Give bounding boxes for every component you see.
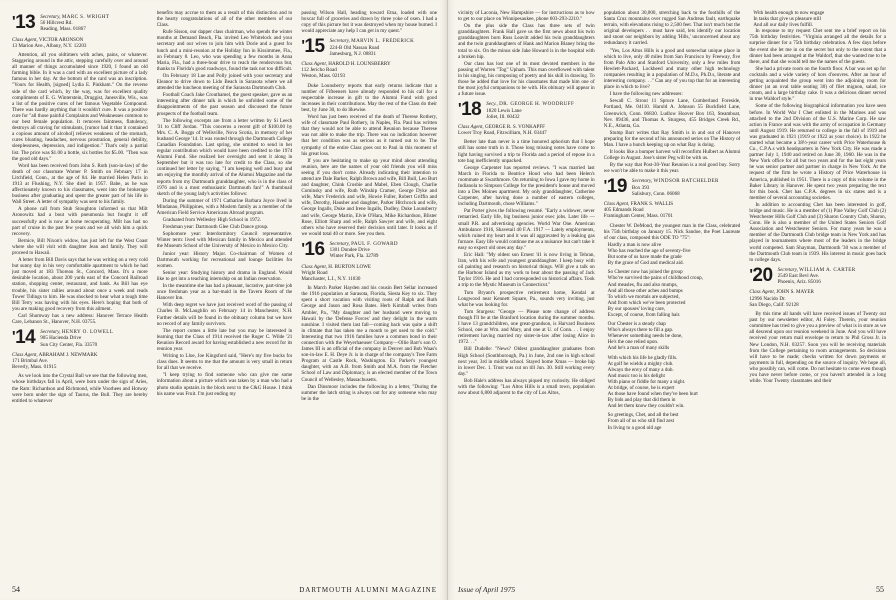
class-header-14: '14 Secretary, HENRY O. LOWELL 905 Hacienda Drive Sun City Center, Fla. 33570 [12,327,114,349]
paragraph: In addition to accounting Chet has been interested in golf, bridge and music. He is a member of (1) Pine Valley Golf Club (2) Westchester Hills Golf Club and (3) Sharon Country Club, Sharon, Conn. He is also a member of the United States Seniors Golf Association and Westchester Seniors. For many years he was a member of the Dartmouth Club bridge team in New York and has played in tournaments where most of the leaders in the bridge world competed. Sam Shayman, Dartmouth '30 was a member of the Dartmouth Club team in 1939. His interest in music goes back to college days. [749,201,887,263]
class-agent: Class Agent, GEORGE R. S. VONKAPFF Lower Troy Road, Fitzwilliam, N.H. 03447 [458,123,547,137]
paragraph: In March Parker Hayden and his cousin Bert Sellar increased the 1916 population at Sarasota, Florida, Siesta Key to six. They spent a short vacation with visiting roots of Ralph and Ruth George and Jason and Rosa Bates. Herb Kimball writes from Ambler, Pa., "My daughter and her husband were moving to Hawaii by the 'Defense Forces' and they delight in the warm sunshine. I visited them last fall—coming back was quite a shift in climate that has taken me a month to get used to the cold." Interesting that two 1916 families have a common bond in their connection with the Weyerhaeuser Company—Ollie Barr's son O. James III is an official of the company in Denver and Bob Waas's son-in-law E. H. Deye Jr. is in charge of the company's Tree Farm Program at Castle Rock, Washington. Ex Parker's youngest daughter, with an A.B. from Smith and M.A. from the Fletcher School of Law and Diplomacy, is an elected member of the Town Council of Wellesley, Massachusetts. [301,285,438,383]
class-year: '18 [458,99,482,121]
paragraph: Stump Barr writes that Ray Smith is in and out of Hanover preparing for the second of his announced series on The History of Man. I have a hunch keeping up on what Ray is doing. [603,129,741,148]
paragraph: Better late than never is a time honored aphorism that I hope still has some truth in it. Those long missing notes have come to light having survived a trip to Florida and a period of repose in a tote bag inefficiently unpacked. [458,139,595,164]
paragraph: The following excerpts are from a letter written by Si Leech '31 to Cliff Jordan. "This concerns a recent gift of $100.00 by Mrs. C. A. Boggs of Wellsville, Nova Scotia, in memory of her husband George '14. It was routed through the Dartmouth College Canadian Foundation. Last spring, she omitted to send in her regular contribution which would have been credited to the 1974 Alumni Fund. She realized her oversight and sent it along in September but it was too late for credit to the Class, so she continued her letter by saying, "I am keeping well and busy and am enjoying the monthly arrival of the Alumni Magazine and the reports from my Dartmouth granddaughter, who is in the class of 1976 and is a most enthusiastic Dartmouth fan!" A thumbnail sketch of the young lady's activities follows: [156,117,293,197]
poem-line: And all those other aches and bumps [607,287,683,294]
paragraph: vicinity of Laconia, New Hampshire — for instructions as to how to get to our place on Winnipesaukee, phone 603-293-2210." [458,10,595,23]
paragraph: Tom Sturgess: "George — Please note change of address though I'll be at the Branford location during the summer months. I have 13 grandchildren, one great-grandson, is Harvard Business School, one at Wm. and Mary, and one at U. of Conn. . . I enjoy retirement having married my sister-in-law after losing Alice in 1972. . ." [458,308,595,346]
paragraph: On February 18 Lue and Polly joined with your secretary and Eleanor to drive down to Lido Beach in Sarasota where we all attended the luncheon meeting of the Sarasota Dartmouth Club. [156,72,293,92]
paragraph: Senior year: Studying history and drama in England. Would like to get into a teaching internship on an Indian reservation. [156,269,293,282]
poem-line: By our spouses' loving care, [607,305,666,312]
paragraph: By the way that Post-30-Year Reunion is a real good buy. Sorry we won't be able to make it this year. [603,162,741,175]
poem-line: And music too is his delight [607,372,665,379]
right-col-3 [749,10,886,578]
poem-line: At golf he wields a mighty club. [607,360,674,367]
paragraph: If you are hesitating to make up your mind about attending reunion, here are the names of your old friends you will miss seeing if you don't come. Already indicating their intention to attend are Dale Barker, Ralph Brown and wife, Bill Bull, Leo Burt and daughter, Chink Crosbie and Mabel, Eben Clough, Charlie Cominsky and wife, Ruth Winship Cramer, George Dyke and wife, Marv Frederick and wife, Howie Fuller, Robert Griffin and wife, Dorothy, Hausher and daughter, Parker Hitchcock and wife, George Ingalls, Duke and Irene Ingalls, Dudley, Duke Lounsberry and wife, George Martin, Elvie O'Hara, Mike Richardson, Blister Rose, Elliott Sharp and wife, Ralph Sawyer and wife, and eight others who have reserved their decision until later. It looks as if we would total 40 or more. See you then. [301,157,438,237]
poem-line: Except, of course, from falling hair. [607,311,681,318]
class-agent: Class Agent, H. BURTON LOWE Wright Road Manchaster, L.I., N.Y. 11030 [301,263,372,282]
left-col-3 [301,10,437,578]
poem-line: At bridge, of course, he is expert [607,385,675,391]
paragraph: Word has just been received of the death of Therese Rothery, wife of classmate Paul Rothery, in Naples, Fla. Paul has written that they would not be able to attend Reunion because Therese was not able to make the trip. There was no indication however that her condition was as serious as it turned out to be. The sympathy of the entire Class goes out to Paul in this moment of his great loss. [301,114,438,157]
class-agent: Class Agent, ABRAHAM J. NEWMARK 171 Brimbal Ave. Beverly, Mass. 01915 [12,351,98,371]
paragraph: Rufe Sisson, our dapper class chairman, who spends the winter months at Demand Beach, Fla. invited Leo Whitelock and your secretary and our wives to join him with Dorie and a guest for lunch and a mini-reunion at the Holiday Inn in Kissimmee, Fla., on February 8. Leo, who was spending a few months in Anna Maria, Fla., had a three-hour drive to reach the rendezvous but, thanks to Florida's good roadways, found the task not too difficult. [156,29,293,72]
class-agent: Class Agent, HAROLD H. LOUNSBERRY 112 Jericho Road Weston, Mass. 02193 [301,60,391,80]
paragraph: Some of the following biographical information you have seen before. In World War I Chet enlisted in the Marines and was attached to the 2nd Division of the U.S. Marine Corp. He saw action in France and was with the army of occupation in Germany until August 1919. He returned to college in the fall of 1919 and was graduated in 1921 (1919 or 1922 as your choice). In 1922 he started what became a 38½-year career with Price Waterhouse & Co., C.P.A.s with headquarters in New York City. He was made a partner July 1, 1940 and retired on June 30, 1960. He was in the New York office for all but two years and for the last eight years he was senior partner and partner in charge in New York. At the request of the firm he wrote a History of Price Waterhouse in America, published in 1951. There is a copy of this volume in the Baker Library in Hanover. He spent two years preparing the text for this book. Chet has C.P.A. degrees in six states and is a member of several accounting societies. [749,103,887,201]
paragraph: Sophomore year: Interdormitory Council representative. Winter term: lived with Mexican family in Mexico and attended the Museum School of the University of Mexico in Mexico City. [156,231,293,250]
poem-line: With piano or fiddle for many a night. [607,378,686,385]
paragraph: benefits may accrue to them as a result of this distinction and to the hearty congratulations of all of the other members of our Class. [156,10,293,29]
class-year: '14 [12,327,36,349]
poem-line: And he's a man of many skills [607,345,670,352]
poem-line: Our Chester is a steady chap [607,321,666,328]
paragraph: Football Coach Jake Crouthamel, the guest speaker, gave us an interesting after dinner talk in which he unfolded some of the disappointments of the past season and discussed the future prospects of the football team. [156,92,293,117]
poem-line: Hardly a man is now alive [607,241,662,248]
right-col-2 [604,10,741,578]
issue-label: Issue of April 1975 [458,585,516,594]
paragraph: Graduated from Wellesley High School in 1972. [162,217,262,224]
paragraph: By this time all hands will have received issues of Twenty out past by our newsletter editor, Al Foley. Therein, your reunion committee has tried to give you a preview of what is in store as we all descend upon our reunion weekend in June. And you will have received your return mail envelope to return to Phil Gross Jr. in New London, N.H. 03257. Soon you will be receiving materials from the College pertaining to room arrangements. So decisions will have to be made; checks written for down payments or payments in full, depending on the source of inquiry. We hope all, who possibly can, will come. Do not hesitate to come even though you have never before come, or you haven't attended in a long while. Your Twenty classmates and their [749,311,887,385]
paragraph: As we look into the Crystal Ball we see that the following men, whose birthdays fall in April, were born under the sign of Aries, the Ram: Richardson and Richmond, while Voorhees and Hotway were born under the sign of Taurus, the Bull. They are hereby entitled to whatever [12,373,148,404]
poem-line: Who has reached the age of seventy-five [607,248,691,255]
paragraph: Junior year: History Major. Co-chairman of Women of Dartmouth working for recreational and lounge facilities for women. [156,250,293,269]
class-header-13: '13 Secretary, MARC S. WRIGHT 56 Hillcrest Rd. Reading, Mass. 01867 [12,12,110,33]
class-agent: Class Agent, JOHN S. MAYER 12996 Nacido Dr. San Diego, Calif. 92128 [749,289,814,308]
class-year: '19 [603,176,627,198]
paragraph: Dan Dinsmoor includes the following in a letter, "During the summer the latch string is always out for any someone who may be in the [301,383,438,402]
paragraph: I have the following new addresses: [609,91,683,98]
paragraph: In response to my request Chet sent me a brief report on his 75th birthday festivities. "Virginia arranged all the details for a surprise dinner for a 75th birthday celebration. A few days before the event she let me in on the secret but only to the extent that a dinner had been arranged at the Waldorf, that she wanted me to be there, and that she would tell me the names of the guests. [749,28,887,65]
magazine-name: DARTMOUTH ALUMNI MAGAZINE [299,586,437,594]
page-number: 55 [876,585,884,594]
paragraph: Carl Shumway has a new address: Hanover Terrace Health Care, Lebanon St., Hanover, N.H. 03755. [12,312,148,326]
paragraph: Our class has lost one of its most devoted members in the passing of Warren "Tog" Upham. This man overflowed with talent in his singing, his composing of poetry and his skill in drawing. To those he added that love for his classmates that made him one of the most joyful companions to be with. His obituary will appear in a future issue. [458,60,595,98]
poem-line: From all of us who still find zest [607,418,675,425]
poem-line: In tasks that give us pleasure still [753,16,821,23]
poem [604,242,741,431]
paragraph: The report comes a little late but you may be interested in learning that the Class of 1914 received the Roger C. Wilde '21 Reunion Record award for having established a new record for its reunion year. [156,327,293,352]
poem-line: In living to a good old age [607,424,662,431]
poem-line: And from which we've been protected [607,299,686,306]
class-year: '15 [301,36,325,58]
poem-end [749,10,886,28]
left-col-2 [157,10,293,578]
paragraph: Pat Porter gives the following resumé. "Early a widower, never remarried. Early life, big business junior exec jobs. Later life — small P.R. and advertising agencies. World War One. American Ambulance 1916, Shavetail 40 F.A. 1917 — Lately employments, which ruined my heart and it was all aggravated by a leaking gas furnace. Easy life would continue me as a nuisance but can't take it easy so expect old ones any day." [458,208,595,251]
class-header-20: '20 Secretary, WILLIAM A. CARTER 2549 East Bevl Ave. Phoenix, Ariz. 85016 [749,264,856,286]
left-col-1 [12,10,148,578]
class-year: '20 [749,264,773,286]
poem-line: So Chester now has joined the group [607,269,683,276]
paragraph: Bernice, Bill Nixon's widow, has just left for the West Coast where she will visit with daughter Jean and family. They will proceed to Hawaii. [12,237,148,257]
paragraph: Chester W. DeMond, the youngest man in the Class, celebrated his 75th birthday on January 15. Nick Sandoe, the Poet Laureate of our class, composed this ODE TO "75": [603,222,741,241]
class-header-19: '19 Secretary, WINDSOR BATCHELDER Box 393 Salisbury, Conn. 06068 [603,176,719,198]
paragraph: "Yes, Los Altos Hills is a good and somewhat unique place in which to live, only 40 miles from San Francisco by Freeway, five from Palo Alto and Stanford University, only a few miles from Hewlett-Packard, Lockheed and many other high technology companies resulting in a population of M.D.s, Ph.D.s, literate and interesting company. . ." Can any of you top that for an interesting place in which to live? [603,47,741,91]
right-col-1 [458,10,595,578]
paragraph: In the meantime she has had a pleasant, lucrative, part-time job once freshman year as a bar-maid in the Tavern Room of the Hanover Inn. [156,283,293,302]
poem-line: With health enough to now engage [753,10,825,16]
paragraph: George Carpenter has reported reviews. "I was married last March in Florida to Beatrice Hood who had been Helen's roommate at Swarthmore. On returning to Iowa I gave my home in Indianola to Simpson College for the president's house and moved into a Des Moines apartment. My only granddaughter, Catherine Carpenter, after having done a number of eastern colleges, including Dartmouth, chose Williams." [458,164,595,208]
poem-line: And measles, flu and also mumps, [607,281,678,288]
poem-line: To which we mortals are subjected, [607,293,680,300]
paragraph: She had a private room on the fourth floor. A bar was set up for cocktails and a wide variety of hors d'oeuvres. After an hour of getting acquainted the group went into the adjoining room for dinner (at an oval table seating 30) of filet mignon, salad, ice cream, and a large birthday cake. It was a delicious dinner served in true Waldorf style." [749,65,887,103]
paragraph: "I keep trying to find someone who can give me some information about a picture which was taken by a man who had a photo studio upstairs in the block next to the C&G House. I think his name was Fruit. I'm just ending my [156,372,293,397]
page-number: 54 [12,585,20,594]
paragraph: Duke Lounsberry reports that early returns indicate that a number of Fifteeners have already responded to his call for a respectable increase in gift to the Alumni Fund with good increases in their contributions. May the rest of the Class do their best, by June 30, to do likewise. [301,82,438,113]
poem-line: And all our daily lives fulfill. [753,22,814,29]
class-header-16: '16 Secretary, PAUL F. GOWARD 1301 Dundee Drive Winter Park, Fla. 32789 [301,238,399,260]
paragraph: Bill Dudelle: "News? Oldest granddaughter graduates from High School (Southborough, Pa.) in June, 2nd one in high school next year, 3rd in middle school. Stayed home Xmas — broke hip in lower Dec. 1. Trust was cut on till Jun. 30. Still working every day." [458,346,595,377]
poem-line: With which his life he gladly fills. [607,354,678,361]
poem-line: As those have found when they've been hurt [607,391,698,398]
class-header-15: '15 Secretary, MARVIN L. FREDERICK 224-B Old Nassau Road Jamesburg, N.J. 08831 [301,36,415,58]
paragraph: During the summer of 1971 Catharine Barbara Joyce lived in Mindanao, Philippines, with a Moslem family as a member of the American Field Service Americans Abroad program. [156,197,293,216]
paragraph: Writing to Lloe, Joe Kingsford said, "Here's my five bucks for class dues. It seems to me that the amount is very small in return for all that we receive. [156,353,293,372]
poem-line: By bids and play that did them in [607,397,676,404]
class-year: '13 [12,12,36,33]
class-agent: Class Agent, FRANK S. WALLIS 405 Edmands Road Framingham Center, Mass. 01701 [603,201,674,220]
poem-line: Who's always there to fill a gap. [607,327,674,334]
paragraph: Sewall C. Strout 11 Spruce Lane, Cumberland Foreside, Portland, Me. 04110. Harold A. Johnson 55 Buckfield Lane, Greenwich, Conn. 06830. Ludlow Hoover Box 163, Steamboat, Nev. 89436, and Thomas A. Sturgess, 455 Bridges Creek Rd., N.E., Atlanta, Ga. [603,98,741,129]
paragraph: Attention, all you oldtimers with aches, pains, or whatever. Staggering around in the attic, stepping carefully over and around all manner of things accumulated since 1920, I found an old farming bible. In it was a card with an excellent picture of a lady famous in her day. At the bottom of the card was an inscription. "Yours for Health, [signed] Lydia E. Pinkham." On the reverse side of the card which, by the way, was for excellent quality compliments of E. G. Winterstein, Druggist, Janesville, Wis., was a list of the positive cures of her famous Vegetable Compound. There was hardly anything that it wouldn't cure. It was a positive cure for "all those painful Complaints and Weaknesses common to our best female population. It removes faintness, flatulency, destroys all craving for stimulants, [rumor had it that it contained a copious amount of alcohol] relieves weakness of the stomach, cures bloating, headaches, nervous prostration, general debility, sleeplessness, depression, and indigestion." That's only a partial list. The price was $1.00 a bottle, six bottles for $5.00. "Then was the good old days." [12,52,148,162]
paragraph: population about 30,000, stretching back to the foothills of the Santa Cruz mountains over rugged San Andreas fault, earthquake terrain, with elevations rising to 2,500 feet. That isn't much but the original developers . . must have said, lets identify our location and snoot our neighbors by adding 'Hills,' unconcerned about any redundancy it carried. [603,10,741,47]
poem-line: Whenever something needs be done, [607,333,683,340]
paragraph: Freshman year: Dartmouth Glee Club Dance group. [162,224,269,231]
class-year: '16 [301,238,325,260]
class-header-18: '18 Secy., DR. GEORGE H. WOODRUFF 1820 Lewis Lane Joliet, Ill. 60432 [458,99,575,121]
paragraph: passing Wilson Hall, heading toward Etna, loaded with one boxcar full of groceries and drawn by three yoke of oxen. I had a copy of this picture but it was destroyed when my house burned. I would appreciate any help I can get in my quest." [301,10,438,35]
poem-line: So greetings, Chet, and all the best [607,412,679,419]
poem-line: But some of us have made the grade [607,254,682,261]
poem-line: Who've survived the pains of childhood croup, [607,275,703,282]
poem-line: Always the envy of many a dub. [607,366,674,373]
class-agent: Class Agent, VICTOR ARONSON 13 Marion Ave., Albany, N.Y. 12203 [12,36,87,49]
paragraph: Tom Bryant's prospective retirement home, Kendal at Longwood near Kennett Square, Pa., sounds very inviting, just what he was looking for. [458,289,595,308]
poem-line: He's the one relied upon. [607,339,659,346]
poem-line: And let them know they couldn't win. [607,403,685,410]
right-page [448,0,896,600]
paragraph: A phone call from Stub Stoughton informed us that Milt Aronowitz had a bout with pneumonia but fought it off successfully and is now at home recuperating. Milt has had no part of cruise in the past few years and we all wish him a quick recovery. [12,206,148,237]
paragraph: A letter from Bill Davis says that he was writing on a very cold but sunny day in his very comfortable apartment to which he had just moved at 183 Thoreau St., Concord, Mass. It's a more desirable location, about 200 yards east of the Concord Railroad station, shopping center, restaurant, and bank. As Bill has eye trouble, his sister rallies around about once a week and reads Tower Tidings to him. He was shocked to hear what a tough time Bill Terry was having with his eyes. Here's hoping that both of you are making good recovery from this ailment. [12,257,148,312]
paragraph: On the plus side the Class has three sets of twin granddaughters. Frank Hall gave us the first news about his twin granddaughters born Russ Leavitt added his twin granddaughters and the twin granddaughters of Hank and Marion Blaney bring the total to six. On the minus side Jake Howard is in the hospital with a broken hip. [458,23,595,60]
paragraph: With deep regret we have just received word of the passing of Charles B. McLaughlin on February 14 in Manchester, N.H. Further details will be found in the obituary column but we have no record of any family survivors. [156,302,293,327]
paragraph: It looks like a bumper harvest will reconfirm Hulbert as Alumni College in August. Jose's sister Peg will be with us. [603,149,741,162]
paragraph: Word has been received from John S. Ruth (son-in-law) of the death of our classmate Warner P. Smith on February 17 in Litchfield, Conn., at the age of 84. He married Helen Paris in 1913 at Flushing, N.Y. She died in 1957. Babe, as he was affectionately known to his classmates, went into the brokerage business after graduating and spent the greater part of his life in Wall Street. A letter of sympathy was sent to his family. [12,162,148,206]
poem-line: By the grace of God and medical aid. [607,260,684,267]
paragraph: Eric Hall: "My oldest son Ernest '41 is now living in Tehran, Iran, with his wife and youngest granddaughter. I keep busy with oil painting and research on historical things. Will give a talk on the Harbour Island as my work to hear about the passing of Jack Taylor 1916. He and I had corresponded on historical affairs. Took a trip to the Mystic Museum in Connecticut." [458,252,595,289]
paragraph: Bob Hale's address has always piqued my curiosity. He obliged with the following: "Los Altos Hills is a small town, population now about 6,800 adjacent to the city of Los Altos, [458,377,595,397]
